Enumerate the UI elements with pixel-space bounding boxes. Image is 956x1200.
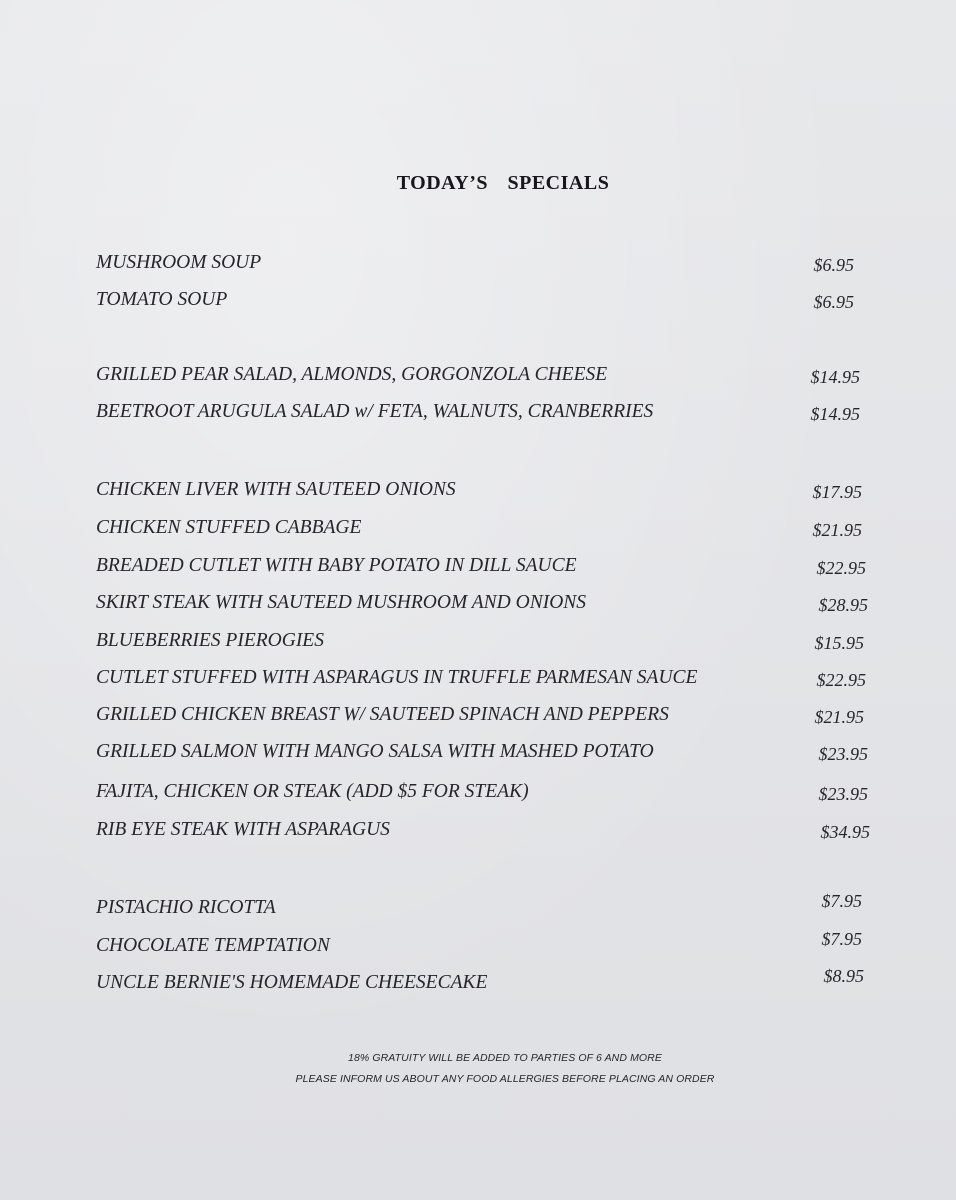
menu-item xyxy=(96,517,876,545)
item-name: RIB EYE STEAK WITH ASPARAGUS xyxy=(96,819,390,840)
item-name: GRILLED PEAR SALAD, ALMONDS, GORGONZOLA CHEESE xyxy=(96,364,608,385)
item-price: $6.95 xyxy=(813,292,854,312)
menu-item xyxy=(96,364,876,392)
item-name: FAJITA, CHICKEN OR STEAK (ADD $5 FOR STEAK) xyxy=(96,781,529,802)
menu-item xyxy=(96,289,876,317)
item-name: BREADED CUTLET WITH BABY POTATO IN DILL SAUCE xyxy=(96,555,577,576)
item-price: $22.95 xyxy=(816,558,866,578)
item-name: CUTLET STUFFED WITH ASPARAGUS IN TRUFFLE PARMESAN SAUCE xyxy=(96,667,698,688)
menu-item xyxy=(96,555,876,583)
item-name: UNCLE BERNIE'S HOMEMADE CHEESECAKE xyxy=(96,972,488,993)
item-price: $7.95 xyxy=(821,891,862,911)
item-price: $34.95 xyxy=(820,822,870,842)
item-price: $23.95 xyxy=(818,784,868,804)
menu-item xyxy=(96,929,876,963)
item-price: $7.95 xyxy=(821,929,862,949)
menu-item xyxy=(96,891,876,925)
item-name: CHOCOLATE TEMPTATION xyxy=(96,935,330,956)
menu-item xyxy=(96,630,876,658)
page-title: TODAY’S SPECIALS xyxy=(396,172,610,194)
menu-item xyxy=(96,479,876,507)
item-name: MUSHROOM SOUP xyxy=(96,252,262,273)
menu-item xyxy=(96,401,876,429)
item-price: $14.95 xyxy=(810,367,860,387)
allergy-note: PLEASE INFORM US ABOUT ANY FOOD ALLERGIES BEFORE PLACING AN ORDER xyxy=(295,1073,715,1085)
item-price: $21.95 xyxy=(812,520,862,540)
item-name: SKIRT STEAK WITH SAUTEED MUSHROOM AND ONIONS xyxy=(96,592,587,613)
item-price: $14.95 xyxy=(810,404,860,424)
item-price: $21.95 xyxy=(814,707,864,727)
item-name: PISTACHIO RICOTTA xyxy=(96,897,276,918)
item-name: CHICKEN STUFFED CABBAGE xyxy=(96,517,362,538)
item-name: BEETROOT ARUGULA SALAD w/ FETA, WALNUTS, CRANBERRIES xyxy=(96,401,654,422)
item-name: BLUEBERRIES PIEROGIES xyxy=(96,630,324,651)
menu-item xyxy=(96,819,876,847)
item-price: $15.95 xyxy=(814,633,864,653)
menu-item xyxy=(96,741,876,769)
item-name: TOMATO SOUP xyxy=(96,289,228,310)
menu-item xyxy=(96,966,876,1000)
item-price: $6.95 xyxy=(813,255,854,275)
item-name: CHICKEN LIVER WITH SAUTEED ONIONS xyxy=(96,479,456,500)
item-price: $28.95 xyxy=(818,595,868,615)
item-name: GRILLED SALMON WITH MANGO SALSA WITH MASHED POTATO xyxy=(96,741,654,762)
menu-item xyxy=(96,704,876,732)
menu-item xyxy=(96,667,876,695)
item-price: $23.95 xyxy=(818,744,868,764)
item-price: $8.95 xyxy=(823,966,864,986)
gratuity-note: 18% GRATUITY WILL BE ADDED TO PARTIES OF 6 AND MORE xyxy=(348,1052,662,1064)
menu-item xyxy=(96,252,876,280)
menu-item xyxy=(96,781,876,809)
item-name: GRILLED CHICKEN BREAST W/ SAUTEED SPINACH AND PEPPERS xyxy=(96,704,669,725)
item-price: $17.95 xyxy=(812,482,862,502)
item-price: $22.95 xyxy=(816,670,866,690)
menu-item xyxy=(96,592,876,620)
